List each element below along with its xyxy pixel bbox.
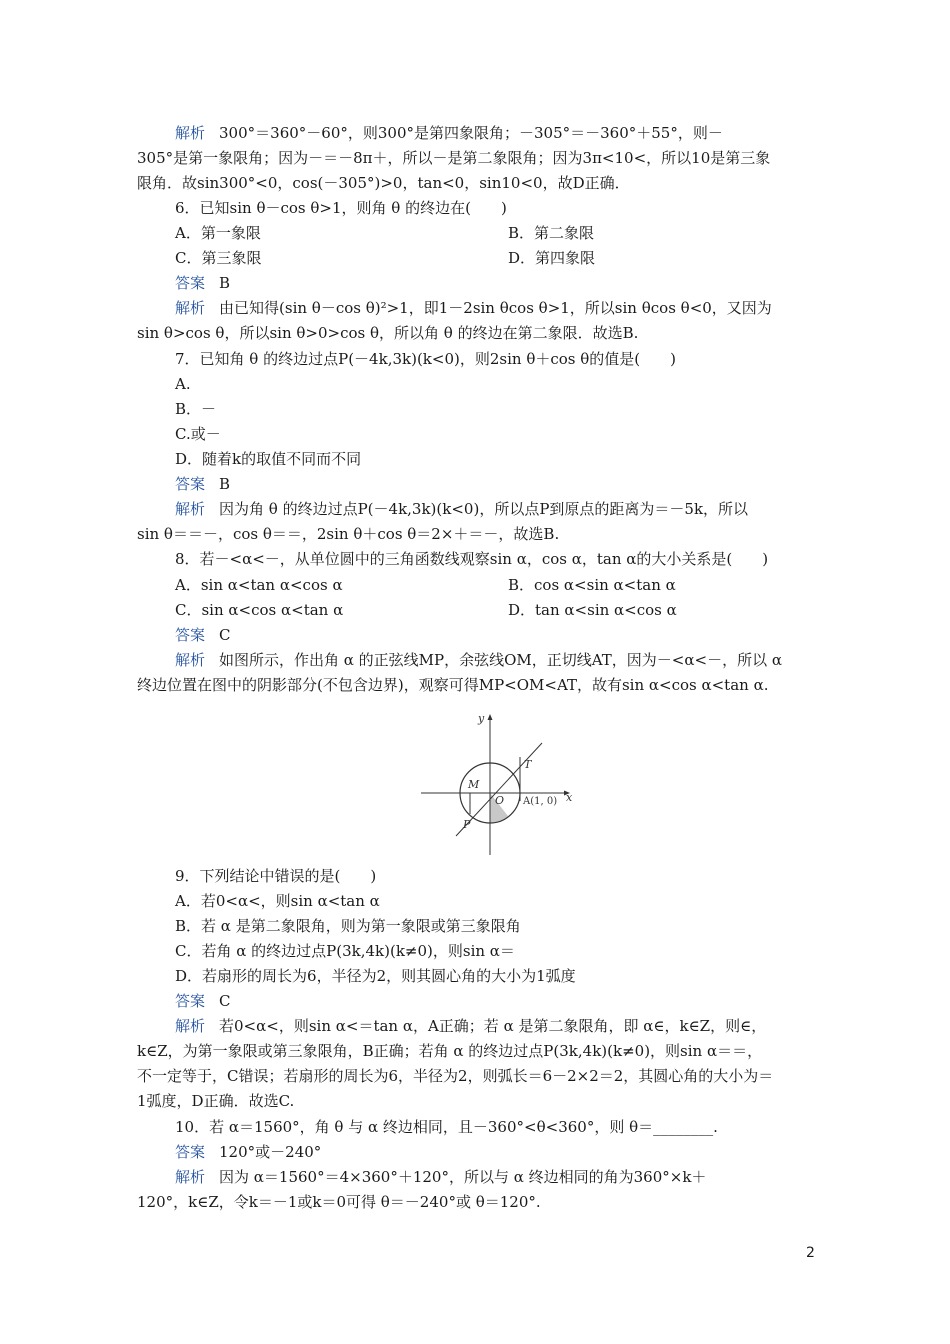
point-p-label: P xyxy=(463,818,471,831)
option-c: C．第三象限 xyxy=(175,249,262,267)
text-line: 305°是第一象限角；因为－＝－8π＋，所以－是第二象限角；因为3π<10<，所以10是第三象 xyxy=(137,149,771,167)
analysis-label: 解析 xyxy=(175,1168,206,1186)
text-line: 不一定等于，C错误；若扇形的周长为6，半径为2，则弧长＝6－2×2＝2，其圆心角的大小为＝ xyxy=(137,1067,774,1085)
figure-background xyxy=(418,705,580,857)
text-line: 终边位置在图中的阴影部分(不包含边界)，观察可得MP<OM<AT，故有sin α<cos α<tan α. xyxy=(137,676,769,694)
text-line: sin θ＝＝－，cos θ＝＝，2sin θ＋cos θ＝2×＋＝－，故选B. xyxy=(137,525,560,543)
option-d: D．第四象限 xyxy=(508,249,596,267)
option-a: A．若0<α<，则sin α<tan α xyxy=(175,892,380,910)
option-b: B．－ xyxy=(175,400,217,418)
analysis-line: 解析 因为 α＝1560°＝4×360°＋120°，所以与 α 终边相同的角为360°×k＋ xyxy=(175,1168,707,1186)
text-line: 120°，k∈Z，令k＝－1或k＝0可得 θ＝－240°或 θ＝120°. xyxy=(137,1193,541,1211)
option-c: C.或－ xyxy=(175,425,221,443)
question-7: 7．已知角 θ 的终边过点P(－4k,3k)(k<0)，则2sin θ＋cos θ的值是( ) xyxy=(175,350,676,368)
option-b: B．cos α<sin α<tan α xyxy=(508,576,676,594)
answer-line: 答案 B xyxy=(175,475,231,493)
option-d: D．tan α<sin α<cos α xyxy=(508,601,677,619)
answer-label: 答案 xyxy=(175,992,206,1010)
option-d: D．若扇形的周长为6，半径为2，则其圆心角的大小为1弧度 xyxy=(175,967,576,985)
option-a: A. xyxy=(175,375,191,393)
point-a-label: A(1, 0) xyxy=(523,796,558,807)
option-c: C．若角 α 的终边过点P(3k,4k)(k≠0)，则sin α＝ xyxy=(175,942,515,960)
analysis-line: 解析 300°＝360°－60°，则300°是第四象限角；－305°＝－360°＋55°，则－ xyxy=(175,124,723,142)
analysis-label: 解析 xyxy=(175,299,206,317)
text-line: sin θ>cos θ，所以sin θ>0>cos θ，所以角 θ 的终边在第二象限．故选B. xyxy=(137,324,639,342)
analysis-line: 解析 如图所示，作出角 α 的正弦线MP，余弦线OM，正切线AT，因为－<α<－，所以 α xyxy=(175,651,782,669)
option-a: A．第一象限 xyxy=(175,224,261,242)
analysis-label: 解析 xyxy=(175,124,206,142)
x-label: x xyxy=(566,791,573,804)
answer-label: 答案 xyxy=(175,274,206,292)
answer-label: 答案 xyxy=(175,475,206,493)
question-8: 8．若－<α<－，从单位圆中的三角函数线观察sin α，cos α，tan α的大小关系是( ) xyxy=(175,550,769,568)
option-b: B．若 α 是第二象限角，则为第一象限或第三象限角 xyxy=(175,917,521,935)
answer-label: 答案 xyxy=(175,626,206,644)
text-line: 限角．故sin300°<0，cos(－305°)>0，tan<0，sin10<0，故D正确． xyxy=(137,174,630,192)
answer-line: 答案 C xyxy=(175,992,231,1010)
option-d: D．随着k的取值不同而不同 xyxy=(175,450,362,468)
y-label: y xyxy=(478,712,485,725)
page-number: 2 xyxy=(806,1245,815,1261)
point-t-label: T xyxy=(524,758,532,771)
text-line: k∈Z，为第一象限或第三象限角，B正确；若角 α 的终边过点P(3k,4k)(k≠0)，则sin α＝＝， xyxy=(137,1042,763,1060)
question-6: 6．已知sin θ－cos θ>1，则角 θ 的终边在( ) xyxy=(175,199,507,217)
unit-circle-figure xyxy=(418,705,580,857)
option-b: B．第二象限 xyxy=(508,224,595,242)
analysis-label: 解析 xyxy=(175,500,206,518)
question-9: 9．下列结论中错误的是( ) xyxy=(175,867,377,885)
text-line: 1弧度，D正确．故选C. xyxy=(137,1092,295,1110)
question-10: 10．若 α＝1560°，角 θ 与 α 终边相同，且－360°<θ<360°，则 θ＝________. xyxy=(175,1118,718,1136)
answer-line: 答案 C xyxy=(175,626,231,644)
answer-label: 答案 xyxy=(175,1143,206,1161)
analysis-label: 解析 xyxy=(175,1017,206,1035)
option-a: A．sin α<tan α<cos α xyxy=(175,576,343,594)
answer-line: 答案 120°或－240° xyxy=(175,1143,322,1161)
analysis-line: 解析 由已知得(sin θ－cos θ)²>1，即1－2sin θcos θ>1，所以sin θcos θ<0，又因为 xyxy=(175,299,772,317)
analysis-label: 解析 xyxy=(175,651,206,669)
option-c: C．sin α<cos α<tan α xyxy=(175,601,344,619)
analysis-line: 解析 若0<α<，则sin α<＝tan α，A正确；若 α 是第二象限角，即 α∈，k∈Z，则∈， xyxy=(175,1017,767,1035)
point-m-label: M xyxy=(468,778,480,791)
analysis-line: 解析 因为角 θ 的终边过点P(－4k,3k)(k<0)，所以点P到原点的距离为＝－5k，所以 xyxy=(175,500,749,518)
answer-line: 答案 B xyxy=(175,274,231,292)
origin-label: O xyxy=(495,794,505,807)
